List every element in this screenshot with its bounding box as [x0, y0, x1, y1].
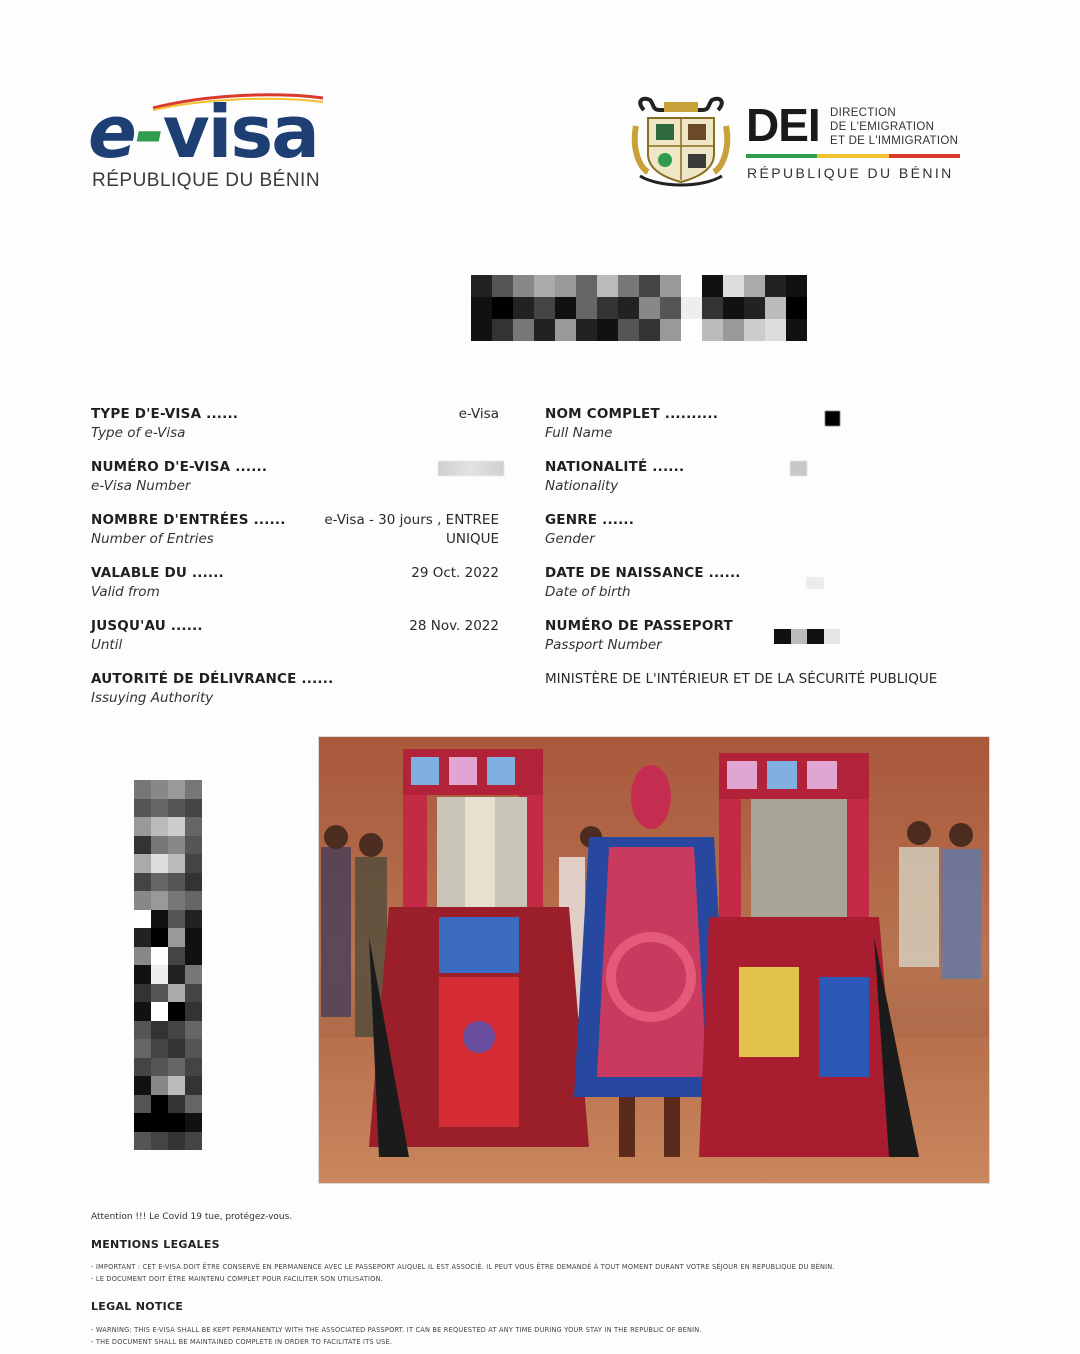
- redacted-passport-number: [774, 629, 840, 644]
- field-value-evisa-type: e-Visa: [458, 406, 499, 422]
- field-number-of-entries: [91, 512, 286, 547]
- field-label-fr: VALABLE DU ......: [91, 565, 224, 581]
- evisa-logo-country: RÉPUBLIQUE DU BÉNIN: [92, 170, 321, 191]
- redacted-nationality: [790, 461, 807, 476]
- field-label-en: Full Name: [545, 425, 613, 441]
- field-label-en: Passport Number: [545, 637, 662, 653]
- field-label-en: Issuying Authority: [91, 690, 214, 706]
- field-evisa-number: [91, 459, 267, 494]
- evisa-logo: [88, 92, 338, 202]
- field-label-en: Until: [91, 637, 123, 653]
- dei-full-name: DIRECTION DE L'EMIGRATION ET DE L'IMMIGRATION: [830, 107, 959, 147]
- field-label-en: Gender: [545, 531, 595, 547]
- field-valid-from: [91, 565, 224, 600]
- redacted-name-banner: [471, 275, 807, 341]
- field-issuing-authority: [91, 671, 333, 706]
- legal-notice-line: - THE DOCUMENT SHALL BE MAINTAINED COMPLETE IN ORDER TO FACILITATE ITS USE.: [91, 1338, 393, 1346]
- field-label-en: Valid from: [91, 584, 160, 600]
- field-value-number-of-entries: e-Visa - 30 jours , ENTREE UNIQUE: [324, 512, 499, 547]
- redacted-full-name: [825, 411, 840, 426]
- field-value-valid-from: 29 Oct. 2022: [411, 565, 499, 581]
- redacted-date-of-birth: [806, 577, 824, 589]
- flag-stripe: [746, 154, 960, 158]
- field-value-issuing-authority: MINISTÈRE DE L'INTÉRIEUR ET DE LA SÉCURITÉ PUBLIQUE: [545, 671, 938, 687]
- field-evisa-type: [91, 406, 238, 441]
- mentions-legales-line: - LE DOCUMENT DOIT ÊTRE MAINTENU COMPLET POUR FACILITER SON UTILISATION.: [91, 1275, 383, 1283]
- legal-notice-line: - WARNING: THIS E-VISA SHALL BE KEPT PERMANENTLY WITH THE ASSOCIATED PASSPORT. IT CAN BE REQUESTED AT ANY TIME DURING YOUR STAY IN THE REPUBLIC OF BENIN.: [91, 1326, 702, 1334]
- field-label-fr: DATE DE NAISSANCE ......: [545, 565, 741, 581]
- redacted-barcode: [134, 780, 202, 1150]
- field-label-fr: TYPE D'E-VISA ......: [91, 406, 239, 422]
- covid-warning: Attention !!! Le Covid 19 tue, protégez-vous.: [91, 1212, 293, 1222]
- field-label-fr: NOM COMPLET ..........: [545, 406, 719, 422]
- mentions-legales-line: - IMPORTANT : CET E-VISA DOIT ÊTRE CONSERVÉ EN PERMANENCE AVEC LE PASSEPORT AUQUEL IL EST ASSOCIÉ. IL PEUT VOUS ÊTRE DEMANDÉ À TOUT MOMENT DURANT VOTRE SÉJOUR EN REPUBLIQUE DU BÉNIN.: [91, 1263, 835, 1271]
- field-label-fr: JUSQU'AU ......: [91, 618, 203, 634]
- benin-coat-of-arms-icon: [630, 96, 732, 188]
- field-label-fr: NUMÉRO D'E-VISA ......: [91, 459, 268, 475]
- mentions-legales-title: MENTIONS LEGALES: [91, 1238, 220, 1251]
- field-label-en: e-Visa Number: [91, 478, 191, 494]
- dei-country: RÉPUBLIQUE DU BÉNIN: [747, 165, 954, 181]
- field-label-fr: NATIONALITÉ ......: [545, 459, 685, 475]
- field-passport-number: [545, 618, 733, 653]
- cultural-photo: [318, 736, 990, 1184]
- field-date-of-birth: [545, 565, 741, 600]
- field-label-fr: NOMBRE D'ENTRÉES ......: [91, 512, 286, 528]
- field-label-en: Type of e-Visa: [91, 425, 186, 441]
- field-label-fr: GENRE ......: [545, 512, 635, 528]
- redacted-evisa-number: [438, 461, 504, 476]
- field-value-until: 28 Nov. 2022: [409, 618, 499, 634]
- field-label-fr: NUMÉRO DE PASSEPORT: [545, 618, 733, 634]
- legal-notice-title: LEGAL NOTICE: [91, 1300, 184, 1313]
- field-until: [91, 618, 203, 653]
- field-label-fr: AUTORITÉ DE DÉLIVRANCE ......: [91, 671, 334, 687]
- field-label-en: Number of Entries: [91, 531, 214, 547]
- field-full-name: [545, 406, 718, 441]
- dei-logo: [630, 96, 970, 196]
- field-label-en: Nationality: [545, 478, 619, 494]
- field-nationality: [545, 459, 684, 494]
- field-label-en: Date of birth: [545, 584, 631, 600]
- swoosh-icon: [148, 92, 328, 112]
- field-gender: [545, 512, 634, 547]
- evisa-logo-wordmark: e-visa: [88, 90, 318, 174]
- dei-acronym: DEI: [746, 99, 820, 151]
